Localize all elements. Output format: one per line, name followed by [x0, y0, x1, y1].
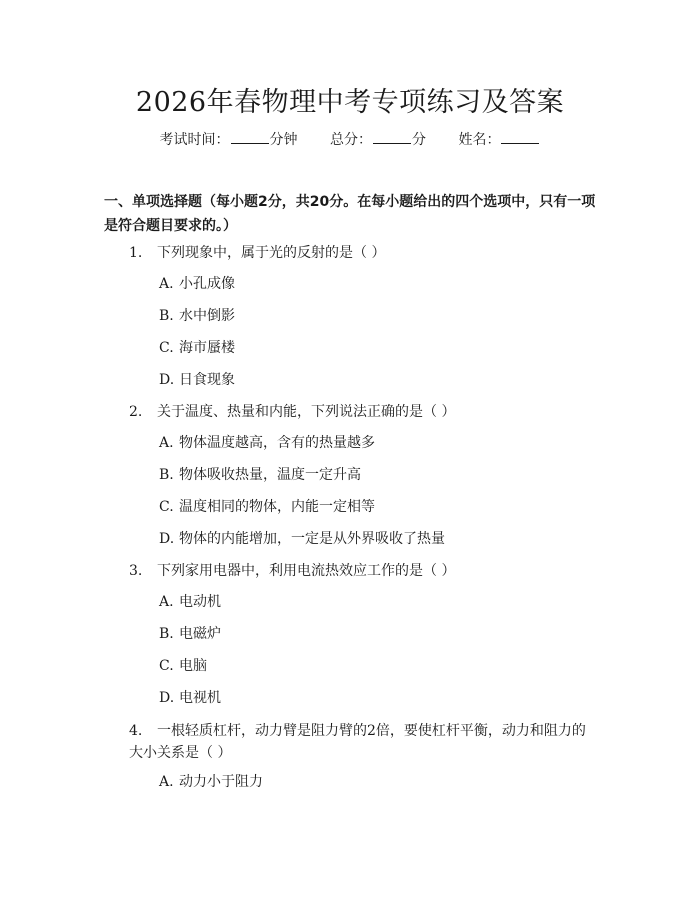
- question-2-option-b: [159, 465, 361, 485]
- question-1-option-c: [159, 338, 235, 358]
- section-heading: 一、单项选择题（每小题2分，共20分。在每小题给出的四个选项中，只有一项是符合题目要求的。）: [104, 194, 596, 234]
- total-score-field: [330, 129, 426, 149]
- exam-info-line: [0, 129, 700, 149]
- option-letter: C.: [159, 340, 174, 356]
- question-text: 下列现象中，属于光的反射的是（ ）: [157, 245, 386, 261]
- question-1-option-a: [159, 274, 235, 294]
- question-3: [129, 560, 604, 582]
- option-text: 电磁炉: [179, 626, 221, 642]
- question-4: [129, 720, 599, 764]
- option-letter: A.: [159, 435, 174, 451]
- option-letter: D.: [159, 690, 175, 706]
- question-1-option-d: [159, 370, 235, 390]
- option-letter: D.: [159, 372, 175, 388]
- question-3-option-b: [159, 624, 221, 644]
- option-text: 物体温度越高，含有的热量越多: [179, 435, 375, 451]
- option-text: 物体的内能增加，一定是从外界吸收了热量: [179, 531, 445, 547]
- question-4-option-a: [159, 772, 263, 792]
- question-2-option-c: [159, 497, 375, 517]
- exam-time-blank: [231, 130, 269, 144]
- question-3-option-d: [159, 688, 221, 708]
- option-letter: D.: [159, 531, 175, 547]
- question-text: 关于温度、热量和内能，下列说法正确的是（ ）: [157, 404, 456, 420]
- option-text: 日食现象: [179, 372, 235, 388]
- total-score-blank: [373, 130, 411, 144]
- option-letter: A.: [159, 276, 174, 292]
- option-text: 动力小于阻力: [179, 774, 263, 790]
- option-letter: A.: [159, 594, 174, 610]
- name-label: 姓名：: [458, 132, 501, 148]
- option-letter: C.: [159, 499, 174, 515]
- question-number: 4.: [129, 723, 143, 739]
- option-text: 物体吸收热量，温度一定升高: [179, 467, 361, 483]
- question-number: 1.: [129, 245, 143, 261]
- question-2-option-a: [159, 433, 375, 453]
- option-letter: C.: [159, 658, 174, 674]
- total-score-unit: 分: [412, 132, 426, 148]
- option-letter: B.: [159, 626, 174, 642]
- question-3-option-a: [159, 592, 221, 612]
- question-3-option-c: [159, 656, 207, 676]
- option-letter: B.: [159, 467, 174, 483]
- question-1-option-b: [159, 306, 235, 326]
- name-field: [458, 129, 540, 149]
- page-title: 2026年春物理中考专项练习及答案: [135, 87, 565, 118]
- option-text: 海市蜃楼: [179, 340, 235, 356]
- question-1: [129, 242, 604, 264]
- name-blank: [501, 130, 539, 144]
- exam-time-label: 考试时间：: [159, 132, 230, 148]
- question-text: 下列家用电器中，利用电流热效应工作的是（ ）: [157, 563, 456, 579]
- question-number: 3.: [129, 563, 143, 579]
- exam-time-field: [160, 129, 298, 149]
- option-letter: A.: [159, 774, 174, 790]
- option-letter: B.: [159, 308, 174, 324]
- question-2-option-d: [159, 529, 445, 549]
- option-text: 电脑: [179, 658, 207, 674]
- question-text: 一根轻质杠杆，动力臂是阻力臂的2倍，要使杠杆平衡，动力和阻力的大小关系是（ ）: [129, 723, 586, 761]
- exam-time-unit: 分钟: [269, 132, 298, 148]
- option-text: 小孔成像: [179, 276, 235, 292]
- option-text: 电动机: [179, 594, 221, 610]
- question-number: 2.: [129, 404, 143, 420]
- option-text: 水中倒影: [179, 308, 235, 324]
- option-text: 温度相同的物体，内能一定相等: [179, 499, 375, 515]
- total-score-label: 总分：: [330, 132, 372, 148]
- option-text: 电视机: [179, 690, 221, 706]
- question-2: [129, 401, 604, 423]
